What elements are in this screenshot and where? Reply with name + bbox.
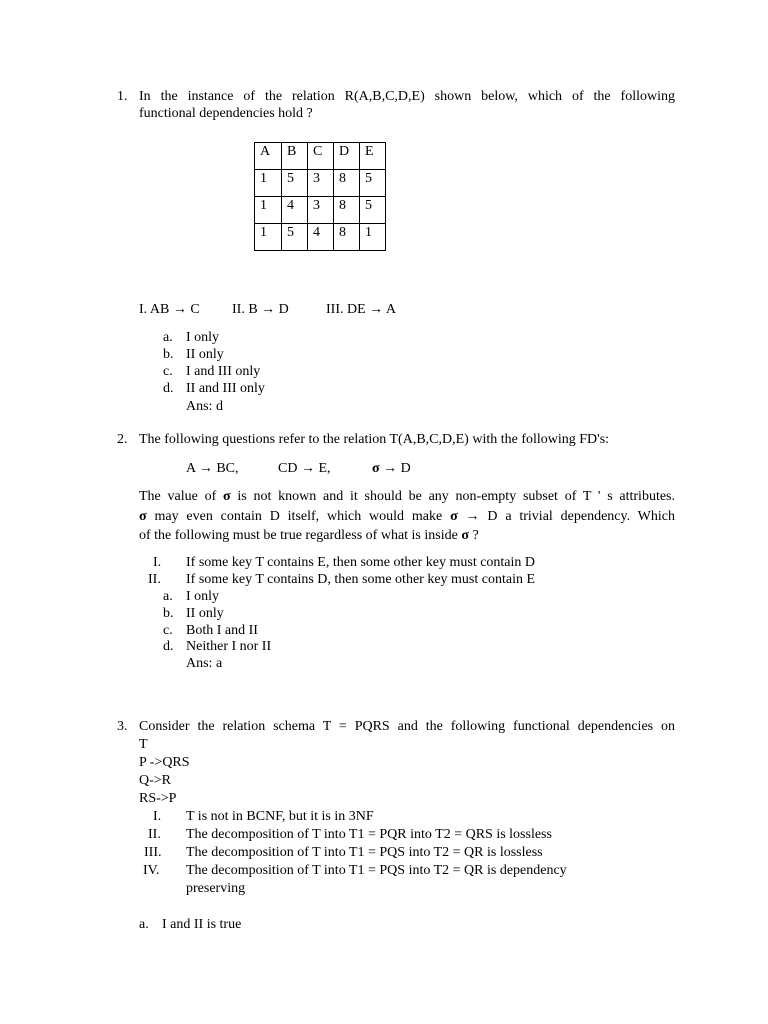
q1-option-letter: b. — [163, 347, 174, 362]
q1-option-text: II only — [186, 347, 224, 362]
table-cell: 5 — [282, 170, 308, 197]
table-header-cell: E — [360, 143, 386, 170]
q2-option-letter: c. — [163, 623, 173, 638]
q2-para-line2: σ may even contain D itself, which would make σ → D a trivial dependency. Which — [139, 509, 675, 524]
q3-number: 3. — [117, 719, 128, 734]
sigma-symbol: σ — [139, 509, 147, 524]
q1-statement-2: II. B → D — [232, 302, 289, 317]
q3-statement-text: The decomposition of T into T1 = PQS into T2 = QR is lossless — [186, 845, 543, 860]
q2-fd-2: CD → E, — [278, 461, 331, 476]
q1-statement-1: I. AB → C — [139, 302, 200, 317]
q2-statement-text: If some key T contains E, then some other key must contain D — [186, 555, 536, 570]
q3-option-letter: a. — [139, 917, 149, 932]
q2-number: 2. — [117, 432, 128, 447]
table-row — [255, 224, 386, 251]
sigma-symbol: σ — [461, 528, 469, 543]
q1-statement-3: III. DE → A — [326, 302, 396, 317]
table-cell: 1 — [255, 170, 282, 197]
q3-statement-num: I. — [153, 809, 162, 824]
table-header-cell: C — [308, 143, 334, 170]
table-cell: 1 — [255, 224, 282, 251]
sigma-symbol: σ — [223, 489, 231, 504]
q1-option-text: II and III only — [186, 381, 265, 396]
q2-statement-num: I. — [153, 555, 162, 570]
table-cell: 5 — [360, 197, 386, 224]
q2-para-line1: The value of σ is not known and it should be any non-empty subset of T ' s attributes. — [139, 489, 675, 504]
q2-statement-num: II. — [148, 572, 161, 587]
q3-text-line1: Consider the relation schema T = PQRS and the following functional dependencies on — [139, 719, 675, 734]
q2-option-letter: d. — [163, 639, 174, 654]
table-cell: 3 — [308, 197, 334, 224]
q2-option-letter: a. — [163, 589, 173, 604]
q2-statement-text: If some key T contains D, then some other key must contain E — [186, 572, 536, 587]
q3-statement-text: T is not in BCNF, but it is in 3NF — [186, 809, 374, 824]
q3-option-text: I and II is true — [162, 917, 242, 932]
q1-text-line1: In the instance of the relation R(A,B,C,D,E) shown below, which of the following — [139, 89, 675, 104]
q1-answer: Ans: d — [186, 399, 223, 414]
q2-option-text: Neither I nor II — [186, 639, 272, 654]
table-cell: 5 — [282, 224, 308, 251]
q3-fd: P ->QRS — [139, 755, 190, 770]
q1-option-text: I only — [186, 330, 220, 345]
q2-fd-3 — [372, 460, 411, 477]
table-row — [255, 170, 386, 197]
q3-statement-text: The decomposition of T into T1 = PQR into T2 = QRS is lossless — [186, 827, 552, 842]
table-header-cell: D — [334, 143, 360, 170]
q2-text: The following questions refer to the relation T(A,B,C,D,E) with the following FD's: — [139, 432, 610, 447]
q1-option-letter: c. — [163, 364, 173, 379]
q2-option-text: II only — [186, 606, 224, 621]
q2-answer: Ans: a — [186, 656, 223, 671]
q3-statement-text-cont: preserving — [186, 881, 246, 896]
q3-statement-num: III. — [144, 845, 162, 860]
sigma-symbol: σ — [372, 461, 380, 476]
q2-fd-3-rest: → D — [379, 461, 411, 476]
q3-statement-num: II. — [148, 827, 161, 842]
q1-option-text: I and III only — [186, 364, 261, 379]
q3-fd: RS->P — [139, 791, 177, 806]
q2-fd-1: A → BC, — [186, 461, 239, 476]
q2-option-text: I only — [186, 589, 220, 604]
q2-para-line3: of the following must be true regardless of what is inside σ ? — [139, 528, 479, 543]
table-cell: 1 — [255, 197, 282, 224]
table-cell: 3 — [308, 170, 334, 197]
table-cell: 8 — [334, 197, 360, 224]
table-cell: 4 — [308, 224, 334, 251]
q1-option-letter: d. — [163, 381, 174, 396]
q2-option-text: Both I and II — [186, 623, 258, 638]
table-cell: 8 — [334, 170, 360, 197]
table-header-row — [255, 143, 386, 170]
q3-text-line2: T — [139, 737, 148, 752]
q3-statement-text: The decomposition of T into T1 = PQS into T2 = QR is dependency — [186, 863, 567, 878]
q2-option-letter: b. — [163, 606, 174, 621]
relation-table — [254, 142, 386, 251]
q1-option-letter: a. — [163, 330, 173, 345]
table-cell: 5 — [360, 170, 386, 197]
q3-fd: Q->R — [139, 773, 172, 788]
table-cell: 8 — [334, 224, 360, 251]
sigma-symbol: σ — [450, 509, 458, 524]
q1-number: 1. — [117, 89, 128, 104]
q1-text-line2: functional dependencies hold ? — [139, 106, 313, 121]
q3-statement-num: IV. — [143, 863, 160, 878]
table-header-cell: A — [255, 143, 282, 170]
table-cell: 4 — [282, 197, 308, 224]
table-row — [255, 197, 386, 224]
table-cell: 1 — [360, 224, 386, 251]
table-header-cell: B — [282, 143, 308, 170]
